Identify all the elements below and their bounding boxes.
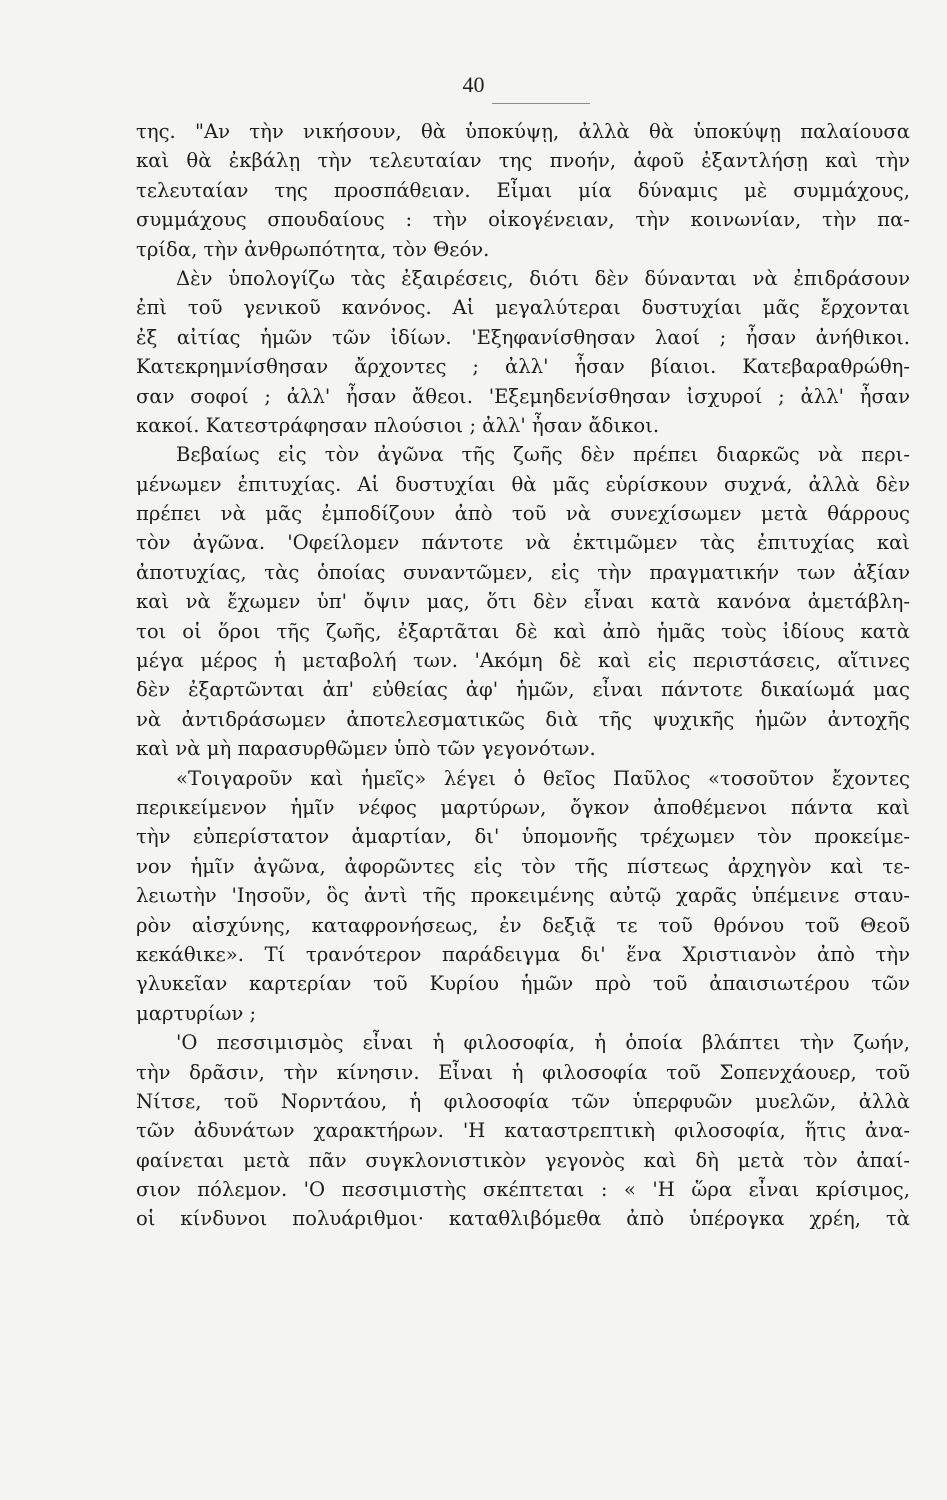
text-line: «Τοιγαροῦν καὶ ἡμεῖς» λέγει ὁ θεῖος Παῦλος «τοσοῦτον ἔχοντες (176, 766, 910, 790)
text-line: της. "Αν τὴν νικήσουν, θὰ ὑποκύψῃ, ἀλλὰ θὰ ὑποκύψῃ παλαίουσα (136, 120, 910, 143)
text-line: τὴν δρᾶσιν, τὴν κίνησιν. Εἶναι ἡ φιλοσοφία τοῦ Σοπενχάουερ, τοῦ (136, 1060, 910, 1084)
text-line: φαίνεται μετὰ πᾶν συγκλονιστικὸν γεγονὸς καὶ δὴ μετὰ τὸν ἀπαί- (136, 1148, 910, 1172)
text-line: τρίδα, τὴν ἀνθρωπότητα, τὸν Θεόν. (136, 237, 490, 261)
text-line: μένωμεν ἐπιτυχίας. Αἱ δυστυχίαι θὰ μᾶς εὑρίσκουν συχνά, ἀλλὰ δὲν (136, 472, 910, 496)
text-line: τὸν ἀγῶνα. 'Οφείλομεν πάντοτε νὰ ἐκτιμῶμεν τὰς ἐπιτυχίας καὶ (136, 531, 910, 555)
text-line: σαν σοφοί ; ἀλλ' ἦσαν ἄθεοι. 'Εξεμηδενίσθησαν ἰσχυροί ; ἀλλ' ἦσαν (136, 384, 910, 408)
text-line: τοι οἱ ὅροι τῆς ζωῆς, ἐξαρτᾶται δὲ καὶ ἀπὸ ἡμᾶς τοὺς ἰδίους κατὰ (136, 619, 910, 643)
text-line: συμμάχους σπουδαίους : τὴν οἰκογένειαν, τὴν κοινωνίαν, τὴν πα- (136, 208, 910, 232)
text-line: περικείμενον ἡμῖν νέφος μαρτύρων, ὄγκον ἀποθέμενοι πάντα καὶ (136, 795, 910, 819)
text-line: γλυκεῖαν καρτερίαν τοῦ Κυρίου ἡμῶν πρὸ τοῦ ἀπαισιωτέρου τῶν (136, 972, 910, 996)
text-line: ἐξ αἰτίας ἡμῶν τῶν ἰδίων. 'Εξηφανίσθησαν λαοί ; ἦσαν ἀνήθικοι. (136, 325, 910, 349)
text-line: πρέπει νὰ μᾶς ἐμποδίζουν ἀπὸ τοῦ νὰ συνεχίσωμεν μετὰ θάρρους (136, 502, 910, 526)
text-line: Βεβαίως εἰς τὸν ἀγῶνα τῆς ζωῆς δὲν πρέπει διαρκῶς νὰ περι- (176, 443, 910, 467)
text-line: λειωτὴν 'Ιησοῦν, ὃς ἀντὶ τῆς προκειμένης αὐτῷ χαρᾶς ὑπέμεινε σταυ- (136, 884, 910, 908)
text-line: καὶ νὰ μὴ παρασυρθῶμεν ὑπὸ τῶν γεγονότων. (136, 737, 596, 761)
body-text (136, 117, 910, 1234)
text-line: μαρτυρίων ; (136, 1001, 257, 1025)
text-line: ἐπὶ τοῦ γενικοῦ κανόνος. Αἱ μεγαλύτεραι δυστυχίαι μᾶς ἔρχονται (136, 296, 910, 320)
text-line: κακοί. Κατεστράφησαν πλούσιοι ; ἀλλ' ἦσαν ἄδικοι. (136, 413, 660, 437)
text-line: καὶ νὰ ἔχωμεν ὑπ' ὄψιν μας, ὅτι δὲν εἶναι κατὰ κανόνα ἀμετάβλη- (136, 590, 910, 614)
text-line: ρὸν αἰσχύνης, καταφρονήσεως, ἐν δεξιᾷ τε τοῦ θρόνου τοῦ Θεοῦ (136, 913, 910, 937)
text-line: Κατεκρημνίσθησαν ἄρχοντες ; ἀλλ' ἦσαν βίαιοι. Κατεβαραθρώθη- (136, 355, 910, 379)
text-line: νὰ ἀντιδράσωμεν ἀποτελεσματικῶς διὰ τῆς ψυχικῆς ἡμῶν ἀντοχῆς (136, 707, 910, 731)
text-line: Νίτσε, τοῦ Νορντάου, ἡ φιλοσοφία τῶν ὑπερφυῶν μυελῶν, ἀλλὰ (136, 1089, 910, 1113)
text-line: Δὲν ὑπολογίζω τὰς ἐξαιρέσεις, διότι δὲν δύνανται νὰ ἐπιδράσουν (176, 266, 910, 290)
text-line: σιον πόλεμον. 'Ο πεσσιμιστὴς σκέπτεται : « 'Η ὥρα εἶναι κρίσιμος, (136, 1178, 910, 1202)
text-line: τὴν εὐπερίστατον ἁμαρτίαν, δι' ὑπομονῆς τρέχωμεν τὸν προκείμε- (136, 825, 910, 849)
text-line: τελευταίαν της προσπάθειαν. Εἶμαι μία δύναμις μὲ συμμάχους, (136, 178, 910, 202)
text-line: ἀποτυχίας, τὰς ὁποίας συναντῶμεν, εἰς τὴν πραγματικήν των ἀξίαν (136, 560, 910, 584)
text-line: κεκάθικε». Τί τρανότερον παράδειγμα δι' ἕνα Χριστιανὸν ἀπὸ τὴν (136, 942, 910, 966)
text-line: νον ἡμῖν ἀγῶνα, ἀφορῶντες εἰς τὸν τῆς πίστεως ἀρχηγὸν καὶ τε- (136, 854, 910, 878)
page-number: 40 (462, 72, 485, 97)
text-line: δὲν ἐξαρτῶνται ἀπ' εὐθείας ἀφ' ἡμῶν, εἶναι πάντοτε δικαίωμά μας (136, 678, 910, 702)
text-line: καὶ θὰ ἐκβάλῃ τὴν τελευταίαν της πνοήν, ἀφοῦ ἐξαντλήσῃ καὶ τὴν (136, 149, 910, 173)
text-line: μέγα μέρος ἡ μεταβολή των. 'Ακόμη δὲ καὶ εἰς περιστάσεις, αἵτινες (136, 649, 910, 673)
page-number-rule (492, 103, 590, 104)
text-line: τῶν ἀδυνάτων χαρακτήρων. 'Η καταστρεπτικὴ φιλοσοφία, ἥτις ἀνα- (136, 1119, 910, 1143)
text-line: 'Ο πεσσιμισμὸς εἶναι ἡ φιλοσοφία, ἡ ὁποία βλάπτει τὴν ζωήν, (176, 1031, 910, 1055)
text-line: οἱ κίνδυνοι πολυάριθμοι· καταθλιβόμεθα ἀπὸ ὑπέρογκα χρέη, τὰ (136, 1207, 910, 1231)
